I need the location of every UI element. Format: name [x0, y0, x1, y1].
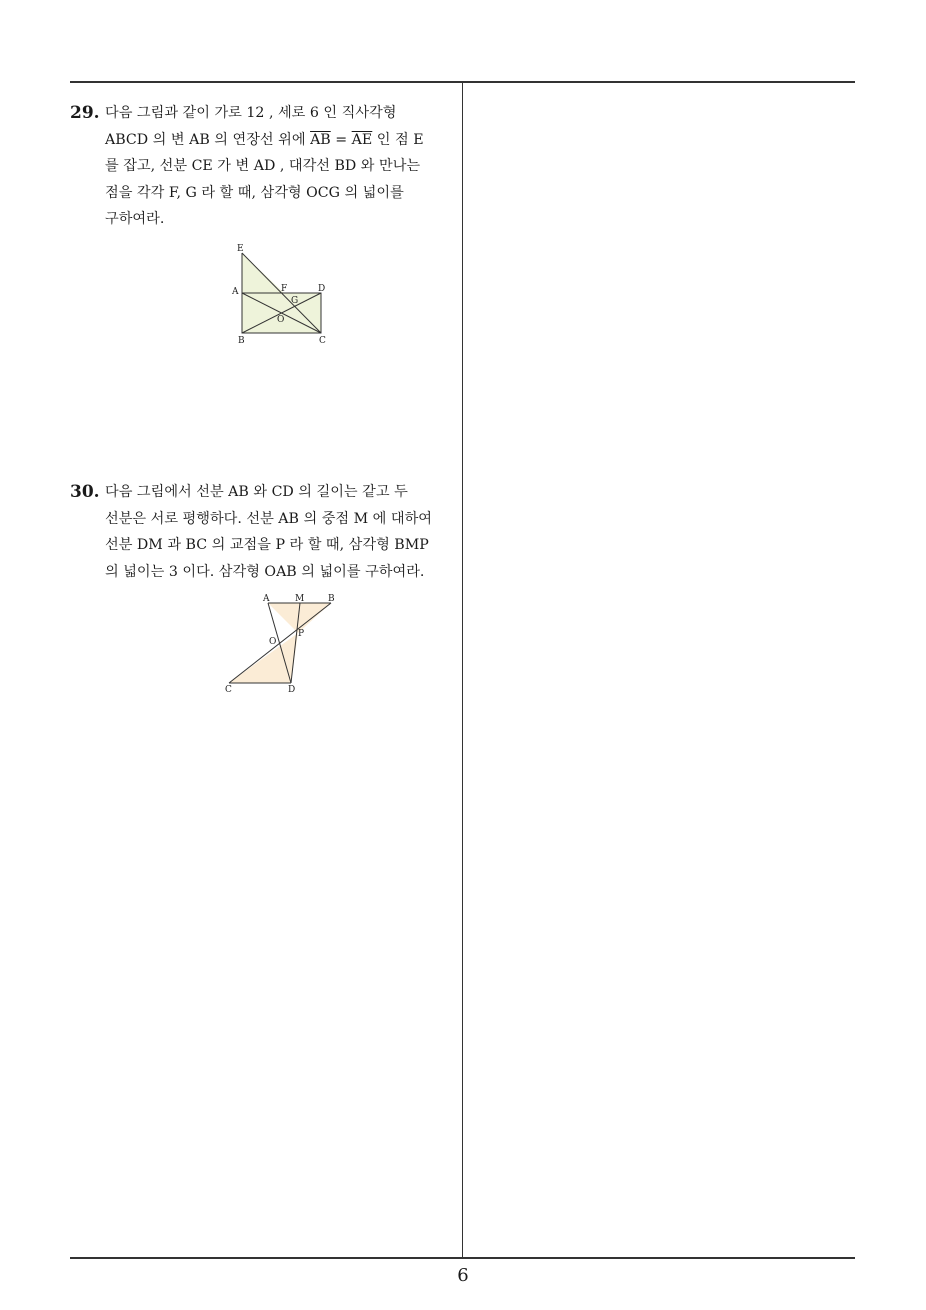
bottom-rule [70, 1257, 855, 1259]
label-f: F [281, 284, 288, 294]
label-o: O [269, 637, 277, 647]
label-d: D [288, 685, 296, 695]
column-divider [462, 82, 463, 1258]
text-line: 구하여라. [105, 211, 165, 227]
label-e: E [237, 244, 244, 254]
label-b: B [238, 336, 245, 346]
label-b: B [328, 594, 335, 604]
text-line: 의 넓이는 3 이다. 삼각형 OAB 의 넓이를 구하여라. [105, 563, 425, 580]
page-number: 6 [457, 1265, 469, 1286]
text-line: 다음 그림과 같이 가로 12 , 세로 6 인 직사각형 [105, 105, 397, 121]
text-segment: ABCD 의 변 AB 의 연장선 위에 [105, 131, 306, 148]
label-a: A [263, 594, 270, 604]
figure-30-parallel-segments-diagram [220, 590, 350, 695]
equals-sign: = [330, 131, 352, 148]
problem-text [105, 103, 465, 236]
label-a: A [232, 287, 239, 297]
text-line: 선분은 서로 평행하다. 선분 AB 의 중점 M 에 대하여 [105, 510, 432, 527]
label-p: P [298, 629, 305, 639]
text-segment: 인 점 E [372, 131, 424, 148]
segment-ab-overline: $\overline{AB}$ [310, 131, 331, 148]
text-line: 선분 DM 과 BC 의 교점을 P 라 할 때, 삼각형 BMP [105, 537, 429, 553]
label-m: M [295, 594, 305, 604]
text-line: 점을 각각 F, G 라 할 때, 삼각형 OCG 의 넓이를 [105, 184, 404, 201]
label-d: D [318, 284, 326, 294]
text-line [105, 130, 465, 157]
label-o: O [277, 315, 285, 325]
problem-text [105, 482, 465, 588]
segment-ae-overline: $\overline{AE}$ [351, 131, 373, 148]
label-g: G [291, 296, 299, 306]
label-c: C [319, 336, 326, 346]
label-c: C [225, 685, 232, 695]
problem-number: 29. [70, 103, 100, 123]
text-line: 다음 그림에서 선분 AB 와 CD 의 길이는 같고 두 [105, 484, 408, 500]
text-line: 를 잡고, 선분 CE 가 변 AD , 대각선 BD 와 만나는 [105, 158, 421, 174]
problem-number: 30. [70, 482, 100, 502]
figure-29-rectangle-diagram [225, 240, 345, 348]
